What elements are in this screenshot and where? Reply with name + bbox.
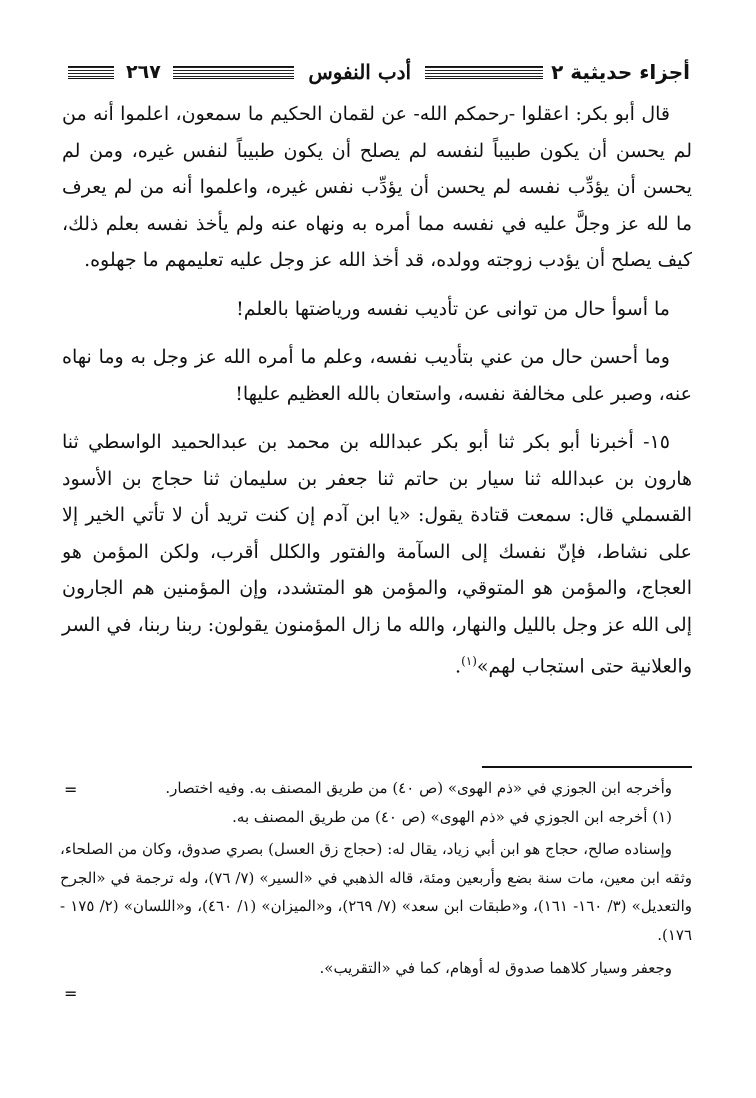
running-header — [68, 52, 690, 92]
page-number: ٢٦٧ — [126, 61, 161, 83]
footnote-1: (١) أخرجه ابن الجوزي في «ذم الهوى» (ص ٤٠) من طريق المصنف به. — [232, 807, 672, 826]
paragraph-3: وما أحسن حال من عني بتأديب نفسه، وعلم ما أمره الله عز وجل به وما نهاه عنه، وصبر على مخالفة نفسه، واستعان بالله العظيم عليها! — [62, 346, 692, 405]
header-rule-left — [68, 66, 114, 79]
main-text — [62, 96, 692, 685]
header-rule-right — [425, 66, 543, 79]
footnote-ref-1: (١) — [461, 654, 477, 668]
footnote-continuation: وأخرجه ابن الجوزي في «ذم الهوى» (ص ٤٠) من طريق المصنف به. وفيه اختصار. — [165, 779, 672, 797]
footnote-separator — [482, 766, 692, 768]
paragraph-4-end: . — [455, 655, 462, 678]
footnotes — [60, 774, 692, 982]
footnote-1-detail: وإسناده صالح، حجاج هو ابن أبي زياد، يقال له: (حجاج زق العسل) بصري صدوق، وكان من الصلحاء، وثقه ابن معين، مات سنة بضع وأربعين ومئة، قاله الذهبي في «السير» (٧/ ٧٦)، وله ترجمة في «الجرح والتعديل» (٣/ ١٦٠- ١٦١)، و«طبقات ابن سعد» (٧/ ٢٦٩)، و«الميزان» (١/ ٤٦٠)، و«اللسان» (٢/ ١٧٥ - ١٧٦). — [60, 840, 693, 944]
continues-mark: = — [64, 984, 78, 1003]
footnote-1-end: وجعفر وسيار كلاهما صدوق له أوهام، كما في «التقريب». — [319, 958, 672, 977]
series-title: أجزاء حديثية ٢ — [551, 60, 690, 84]
header-rule-middle — [173, 66, 295, 79]
continuation-mark: = — [64, 780, 78, 799]
paragraph-1: قال أبو بكر: اعقلوا -رحمكم الله- عن لقمان الحكيم ما سمعون، اعلموا أنه من لم يحسن أن يكون طبيباً لنفسه لم يصلح أن يكون طبيباً لنفس غيره، ومن لم يحسن أن يؤدِّب نفسه لم يحسن أن يؤدِّب نفس غيره، واعلموا أنه من لم يعرف ما لله عز وجلَّ عليه في نفسه مما أمره به ونهاه عنه ولم يأخذ نفسه بعلم ذلك، كيف يصلح أن يؤدب زوجته وولده، قد أخذ الله عز وجل عليه تعليمهم ما جهلوه. — [62, 103, 692, 271]
book-title: أدب النفوس — [308, 60, 412, 84]
paragraph-4 — [62, 424, 692, 685]
paragraph-2: ما أسوأ حال من توانى عن تأديب نفسه ورياضتها بالعلم! — [236, 297, 670, 320]
paragraph-4-text: ١٥- أخبرنا أبو بكر ثنا أبو بكر عبدالله بن محمد بن عبدالحميد الواسطي ثنا هارون بن عبدالله ثنا سيار بن حاتم ثنا جعفر بن سليمان ثنا حجاج بن الأسود القسملي قال: سمعت قتادة يقول: «يا ابن آدم إن كنت تريد أن لا تأتي الخير إلا على نشاط، فإنّ نفسك إلى السآمة والفتور والكلل أقرب، ولكن المؤمن هو العجاج، والمؤمن هو المتوقي، والمؤمن هو المتشدد، وإن المؤمنين هم الجارون إلى الله عز وجل بالليل والنهار، والله ما زال المؤمنون يقولون: ربنا ربنا، في السر والعلانية حتى استجاب لهم» — [62, 431, 692, 678]
